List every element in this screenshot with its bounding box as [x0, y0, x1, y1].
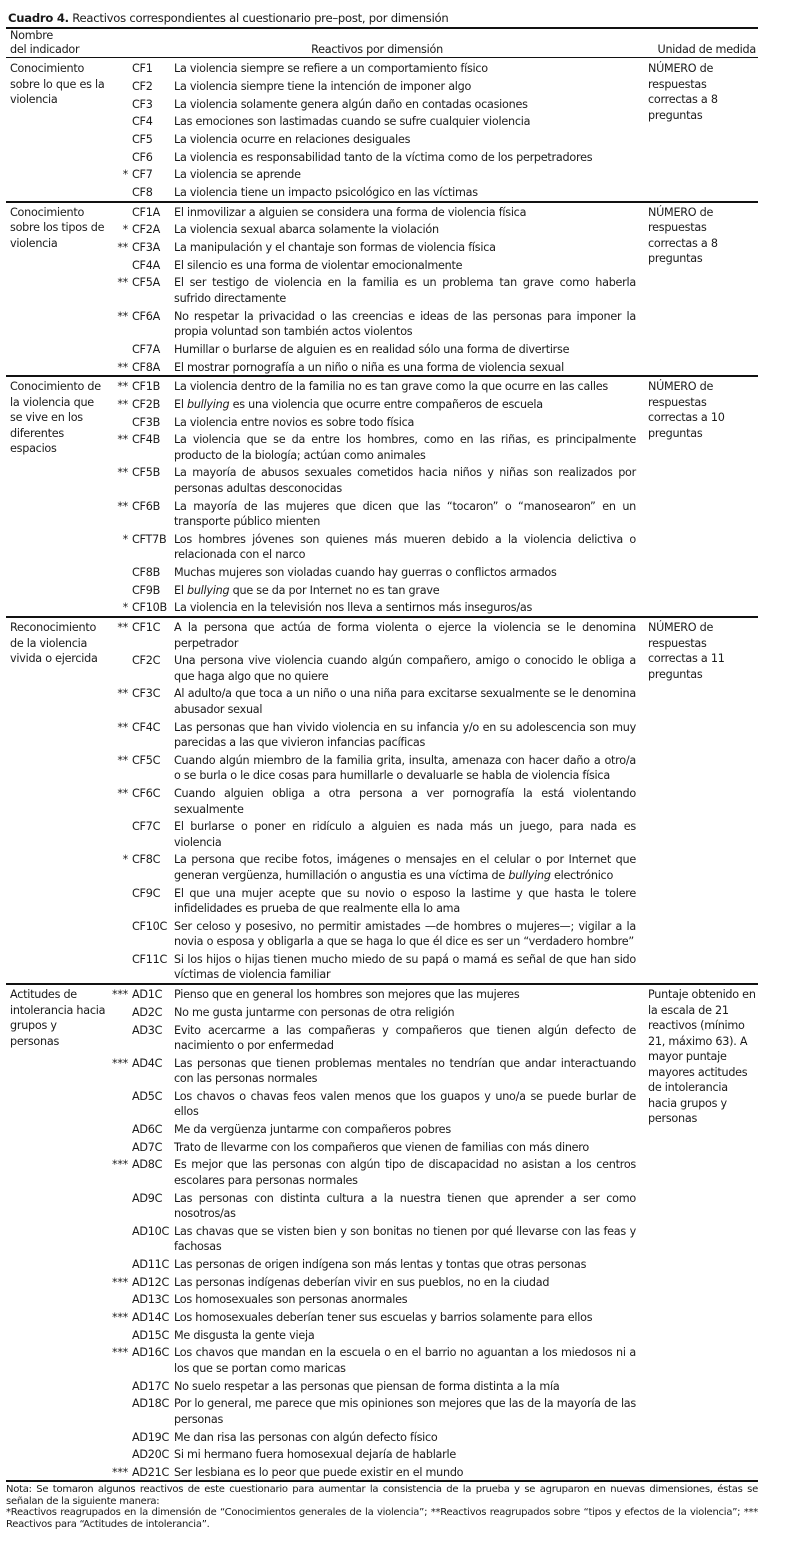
item-text: Cuando algún miembro de la familia grita, insulta, amenaza con hacer daño a otro/a o se burla o le dice cosas para humillarle o devaluarle se habla de violencia física: [174, 753, 636, 783]
indicator-label: Conocimiento sobre los tipos de violencia: [10, 205, 105, 250]
table-row: [6, 238, 758, 256]
note-line-2: *Reactivos reagrupados en la dimensión de “Conocimientos generales de la violencia”; **Reactivos reagrupados sobre “tipos y efectos de la violencia”; *** Reactivos para “Actitudes de intolerancia”.: [6, 1507, 758, 1530]
item-text-emphasis: bullying: [186, 583, 230, 597]
item-code: AD21C: [132, 1465, 170, 1479]
item-code: AD2C: [132, 1005, 163, 1019]
item-text: No suelo respetar a las personas que piensan de forma distinta a la mía: [174, 1379, 560, 1393]
item-text: Las chavas que se visten bien y son bonitas no tienen por qué llevarse con las feas y fachosas: [174, 1224, 636, 1254]
item-text: Pienso que en general los hombres son mejores que las mujeres: [174, 984, 648, 1003]
item-code: CF8: [132, 186, 153, 199]
item-text-pre: El: [174, 583, 187, 597]
items-table: [6, 29, 758, 1480]
indicator-label: Actitudes de intolerancia hacia grupos y personas: [10, 988, 106, 1048]
table-row: [6, 1273, 758, 1291]
regroup-mark: *: [122, 223, 128, 237]
regroup-mark: [106, 563, 130, 581]
item-text: Por lo general, me parece que mis opiniones son mejores que las de la mayoría de las personas: [174, 1397, 636, 1426]
table-row: [6, 202, 758, 221]
item-code: AD7C: [132, 1140, 163, 1154]
indicator-name: [6, 59, 106, 202]
header-items-label: Reactivos por dimensión: [311, 43, 443, 56]
table-row: [6, 883, 758, 916]
item-code: CF4A: [132, 258, 161, 272]
item-text: No respetar la privacidad o las creencias e ideas de las personas para imponer la propia voluntad son también actos violentos: [174, 309, 636, 339]
table-row: [6, 1326, 758, 1344]
unit-label: Puntaje obtenido en la escala de 21 reactivos (mínimo 21, máximo 63). A mayor puntaje mayores actitudes de intolerancia hacia grupos y personas: [648, 988, 756, 1126]
table-row: [6, 617, 758, 651]
regroup-mark: ***: [111, 1275, 128, 1289]
regroup-mark: ***: [111, 1465, 128, 1479]
item-code: CF2A: [132, 223, 161, 237]
regroup-mark: ***: [111, 1158, 128, 1172]
item-code: AD20C: [132, 1448, 170, 1462]
regroup-mark: **: [117, 360, 128, 374]
item-text-post: es una violencia que ocurre entre compañeros de escuela: [229, 397, 543, 411]
item-code: AD12C: [132, 1275, 170, 1289]
item-text: Las personas que tienen problemas mentales no tendrían que andar interactuando con las personas normales: [174, 1056, 636, 1086]
item-text: La mayoría de las mujeres que dicen que las “tocaron” o “manosearon” en un transporte público mienten: [174, 499, 636, 529]
regroup-mark: [106, 256, 130, 274]
regroup-mark: ***: [111, 1056, 128, 1070]
item-text: La manipulación y el chantaje son formas de violencia física: [174, 241, 496, 255]
table-row: [6, 256, 758, 274]
regroup-mark: [106, 94, 130, 112]
item-code: CF4: [132, 115, 153, 129]
regroup-mark: **: [117, 309, 128, 323]
item-code: AD10C: [132, 1224, 170, 1238]
header-indicator: [6, 29, 106, 58]
table-row: [6, 1222, 758, 1255]
note-line-1: Nota: Se tomaron algunos reactivos de este cuestionario para aumentar la consistencia de la prueba y se agruparon en nuevas dimensiones, éstas se señalan de la siguiente manera:: [6, 1484, 758, 1507]
table-row: [6, 1155, 758, 1188]
table-row: [6, 1427, 758, 1445]
regroup-mark: [106, 183, 130, 202]
regroup-mark: **: [117, 433, 128, 447]
item-code: AD14C: [132, 1311, 170, 1325]
item-text: La violencia que se da entre los hombres, como en las riñas, es principalmente producto de la biología; actúan como animales: [174, 433, 636, 462]
item-code: AD11C: [132, 1258, 170, 1271]
table-row: [6, 1087, 758, 1120]
item-code: CF9B: [132, 583, 161, 597]
table-row: [6, 1445, 758, 1463]
regroup-mark: **: [117, 787, 128, 800]
item-code: CF1B: [130, 376, 174, 395]
unit-label: NÚMERO de respuestas correctas a 10 preguntas: [648, 380, 725, 440]
regroup-mark: **: [117, 241, 128, 255]
table-row: [6, 684, 758, 717]
table-row: [6, 917, 758, 950]
item-text: No me gusta juntarme con personas de otra religión: [174, 1005, 455, 1019]
item-code: AD16C: [132, 1346, 170, 1360]
item-code: CF7: [132, 168, 153, 182]
table-row: [6, 1290, 758, 1308]
regroup-mark: [106, 130, 130, 148]
item-code: AD4C: [132, 1056, 163, 1070]
item-code: CF1: [132, 62, 153, 76]
indicator-label: Conocimiento de la violencia que se vive en los diferentes espacios: [10, 380, 101, 456]
item-text-emphasis: bullying: [186, 397, 230, 411]
table-row: [6, 1020, 758, 1053]
table-row: [6, 147, 758, 165]
item-code: CF3C: [132, 687, 161, 701]
item-text: La violencia ocurre en relaciones desiguales: [174, 132, 411, 146]
item-text: Si los hijos o hijas tienen mucho miedo de su papá o mamá es señal de que han sido víctimas de violencia familiar: [174, 952, 636, 982]
regroup-mark: ***: [106, 984, 130, 1003]
item-text: El inmovilizar a alguien se considera una forma de violencia física: [174, 202, 648, 221]
item-code: AD15C: [132, 1328, 170, 1342]
regroup-mark: [106, 1445, 130, 1463]
table-row: [6, 751, 758, 784]
item-code: CF8A: [132, 360, 161, 374]
table-row: [6, 130, 758, 148]
regroup-mark: **: [117, 687, 128, 701]
regroup-mark: [106, 1326, 130, 1344]
item-code: CFT7B: [132, 532, 167, 546]
item-text: Los homosexuales son personas anormales: [174, 1293, 408, 1307]
item-text: El ser testigo de violencia en la familia es un problema tan grave como haberla sufrido directamente: [174, 276, 636, 305]
regroup-mark: [106, 340, 130, 358]
item-text-post: que se da por Internet no es tan grave: [229, 583, 440, 597]
table-row: [6, 306, 758, 339]
item-code: AD9C: [132, 1191, 163, 1205]
regroup-mark: [106, 817, 130, 850]
table-row: [6, 357, 758, 376]
item-text: Los chavos que mandan en la escuela o en el barrio no aguantan a los miedosos ni a los que se portan como maricas: [174, 1346, 636, 1375]
item-code: CF8C: [132, 853, 161, 867]
table-row: [6, 59, 758, 77]
table-row: [6, 563, 758, 581]
item-text: El mostrar pornografía a un niño o niña es una forma de violencia sexual: [174, 360, 564, 374]
regroup-mark: [106, 651, 130, 684]
item-text: Las emociones son lastimadas cuando se sufre cualquier violencia: [174, 115, 531, 129]
regroup-mark: [106, 1222, 130, 1255]
item-text: La violencia solamente genera algún daño en contadas ocasiones: [174, 97, 528, 111]
table-title: Reactivos correspondientes al cuestionario pre–post, por dimensión: [68, 11, 449, 25]
table-row: [6, 651, 758, 684]
regroup-mark: [106, 1188, 130, 1221]
item-code: AD13C: [132, 1293, 170, 1307]
table-row: [6, 430, 758, 463]
regroup-mark: [106, 1394, 130, 1427]
item-text: La violencia siempre se refiere a un comportamiento físico: [174, 62, 488, 76]
table-row: [6, 220, 758, 238]
table-row: [6, 1138, 758, 1156]
regroup-mark: [106, 147, 130, 165]
regroup-mark: [106, 202, 130, 221]
item-code: CF5: [132, 132, 153, 146]
unit-label: NÚMERO de respuestas correctas a 8 preguntas: [648, 205, 718, 266]
item-text: Muchas mujeres son violadas cuando hay guerras o conflictos armados: [174, 566, 557, 579]
unit-of-measure: [648, 202, 758, 377]
item-code: AD17C: [132, 1379, 170, 1393]
table-row: [6, 395, 758, 413]
bottom-rule: [6, 1480, 758, 1482]
item-code: CF3: [132, 97, 153, 111]
regroup-mark: [106, 1290, 130, 1308]
item-text: Las personas que han vivido violencia en su infancia y/o en su adolescencia son muy parecidas a las que vivieron infancias pacíficas: [174, 720, 636, 750]
regroup-mark: [106, 581, 130, 599]
item-code: CF2C: [132, 654, 161, 668]
table-row: [6, 817, 758, 850]
item-text: Me disgusta la gente vieja: [174, 1328, 315, 1342]
table-row: [6, 530, 758, 563]
item-code: AD6C: [132, 1123, 163, 1137]
item-code: CF10C: [132, 919, 168, 933]
regroup-mark: [106, 412, 130, 430]
item-text: La mayoría de abusos sexuales cometidos hacia niños y niñas son realizados por personas adultas desconocidas: [174, 466, 636, 495]
unit-of-measure: [648, 984, 758, 1480]
item-text: Los hombres jóvenes son quienes más mueren debido a la violencia delictiva o relacionada con el narco: [174, 532, 636, 562]
item-text: Las personas indígenas deberían vivir en sus pueblos, no en la ciudad: [174, 1275, 550, 1289]
item-text: [174, 581, 648, 599]
item-text: La violencia tiene un impacto psicológico en las víctimas: [174, 186, 478, 199]
item-text: El burlarse o poner en ridículo a alguien es nada más un juego, para nada es violencia: [174, 820, 636, 849]
table-label: Cuadro 4.: [8, 11, 69, 25]
item-text: La violencia se aprende: [174, 168, 301, 182]
item-code: CF5C: [132, 753, 161, 767]
regroup-mark: [106, 1138, 130, 1156]
item-code: CF4C: [132, 720, 161, 734]
item-text: Trato de llevarme con los compañeros que vienen de familias con más dinero: [174, 1140, 589, 1154]
table-row: [6, 1255, 758, 1273]
item-text: La violencia dentro de la familia no es tan grave como la que ocurre en las calles: [174, 376, 648, 395]
item-text: Es mejor que las personas con algún tipo de discapacidad no asistan a los centros escolares para personas normales: [174, 1158, 636, 1187]
table-row: [6, 984, 758, 1003]
indicator-name: [6, 984, 106, 1480]
table-row: [6, 1188, 758, 1221]
indicator-name: [6, 202, 106, 377]
item-text-emphasis: bullying: [508, 868, 551, 882]
table-row: [6, 112, 758, 130]
header-indicator-line2: del indicador: [10, 43, 80, 56]
regroup-mark: [106, 1427, 130, 1445]
table-row: [6, 463, 758, 496]
item-code: CF11C: [132, 952, 168, 966]
indicator-name: [6, 617, 106, 984]
item-text: Si mi hermano fuera homosexual dejaría de hablarle: [174, 1448, 457, 1462]
header-unit-label: Unidad de medida: [657, 43, 756, 56]
item-code: AD19C: [132, 1430, 170, 1444]
item-text: Humillar o burlarse de alguien es en realidad sólo una forma de divertirse: [174, 342, 570, 356]
item-text-post: electrónico: [550, 868, 614, 882]
item-text: Me da vergüenza juntarme con compañeros pobres: [174, 1123, 451, 1137]
table-row: [6, 950, 758, 984]
item-code: AD5C: [132, 1089, 163, 1103]
table-row: [6, 598, 758, 617]
item-text: Las personas con distinta cultura a la nuestra tienen que aprender a ser como nosotros/as: [174, 1191, 636, 1221]
unit-label: NÚMERO de respuestas correctas a 8 preguntas: [648, 62, 718, 122]
item-code: CF9C: [132, 886, 161, 900]
item-code: CF3B: [132, 415, 161, 429]
item-text: La violencia siempre tiene la intención de imponer algo: [174, 79, 472, 93]
item-code: CF5B: [132, 466, 161, 480]
table-row: [6, 1376, 758, 1394]
header-indicator-line1: Nombre: [10, 29, 53, 42]
unit-of-measure: [648, 59, 758, 202]
item-code: CF6A: [132, 309, 161, 323]
table-row: [6, 496, 758, 529]
table-row: [6, 340, 758, 358]
regroup-mark: **: [117, 276, 128, 290]
item-text-pre: El: [174, 397, 187, 411]
regroup-mark: [106, 1087, 130, 1120]
regroup-mark: *: [122, 168, 128, 182]
table-row: [6, 1463, 758, 1481]
item-code: AD1C: [130, 984, 174, 1003]
indicator-name: [6, 376, 106, 617]
table-row: [6, 717, 758, 750]
item-code: CF7C: [132, 820, 161, 834]
item-code: AD8C: [132, 1158, 163, 1172]
item-code: CF6B: [132, 499, 161, 513]
regroup-mark: [106, 1020, 130, 1053]
regroup-mark: [106, 1255, 130, 1273]
table-header-row: [6, 29, 758, 58]
regroup-mark: **: [117, 499, 128, 513]
item-code: CF8B: [132, 566, 161, 579]
table-row: [6, 273, 758, 306]
item-text: Al adulto/a que toca a un niño o una niña para excitarse sexualmente se le denomina abusador sexual: [174, 687, 636, 716]
item-text: Ser celoso y posesivo, no permitir amistades —de hombres o mujeres—; vigilar a la novia o esposa y obligarla a que se haga lo que él dice es ser un “verdadero hombre”: [174, 919, 636, 949]
item-code: CF4B: [132, 433, 161, 447]
item-text: Cuando alguien obliga a otra persona a ver pornografía la está violentando sexualmente: [174, 787, 636, 816]
regroup-mark: [106, 883, 130, 916]
table-note: [6, 1484, 758, 1530]
item-text: La violencia entre novios es sobre todo física: [174, 415, 415, 429]
unit-of-measure: [648, 376, 758, 617]
regroup-mark: [106, 917, 130, 950]
regroup-mark: [106, 950, 130, 984]
table-row: [6, 784, 758, 817]
item-text: Las personas de origen indígena son más lentas y tontas que otras personas: [174, 1258, 587, 1271]
item-text: [174, 395, 648, 413]
regroup-mark: [106, 77, 130, 95]
regroup-mark: **: [106, 376, 130, 395]
unit-of-measure: [648, 617, 758, 984]
item-text: Los chavos o chavas feos valen menos que los guapos y uno/a se puede burlar de ellos: [174, 1089, 636, 1119]
indicator-label: Reconocimiento de la violencia vivida o ejercida: [10, 621, 98, 666]
table-row: [6, 165, 758, 183]
item-code: CF1A: [130, 202, 174, 221]
item-text: Ser lesbiana es lo peor que puede existir en el mundo: [174, 1465, 464, 1479]
regroup-mark: **: [117, 720, 128, 734]
indicator-label: Conocimiento sobre lo que es la violencia: [10, 62, 105, 107]
item-code: AD18C: [132, 1397, 170, 1411]
item-code: CF10B: [132, 601, 167, 615]
item-code: CF1C: [130, 617, 174, 651]
regroup-mark: [106, 1120, 130, 1138]
table-row: [6, 1054, 758, 1087]
table-row: [6, 1394, 758, 1427]
regroup-mark: [106, 59, 130, 77]
table-row: [6, 77, 758, 95]
regroup-mark: **: [117, 397, 128, 411]
item-text: El que una mujer acepte que su novio o esposo la lastime y que hasta le tolere infidelidades es prueba de que realmente ella lo ama: [174, 886, 636, 916]
table-body: [6, 59, 758, 1480]
unit-label: NÚMERO de respuestas correctas a 11 preguntas: [648, 621, 725, 681]
header-unit: [648, 29, 758, 58]
item-text: Una persona vive violencia cuando algún compañero, amigo o conocido le obliga a que haga algo que no quiere: [174, 654, 636, 683]
item-text: Me dan risa las personas con algún defecto físico: [174, 1430, 438, 1444]
table-row: [6, 412, 758, 430]
table-row: [6, 183, 758, 202]
regroup-mark: [106, 1003, 130, 1021]
table-caption: [8, 11, 786, 25]
table-row: [6, 94, 758, 112]
item-code: CF3A: [132, 241, 161, 255]
regroup-mark: *: [122, 853, 128, 867]
regroup-mark: **: [117, 466, 128, 480]
item-text: Evito acercarme a las compañeras y compañeros que tienen algún defecto de nacimiento o por enfermedad: [174, 1023, 636, 1052]
item-text: Los homosexuales deberían tener sus escuelas y barrios solamente para ellos: [174, 1311, 593, 1325]
item-text: El silencio es una forma de violentar emocionalmente: [174, 258, 463, 272]
item-code: CF6C: [132, 787, 161, 800]
item-code: AD3C: [132, 1023, 163, 1037]
header-items: [106, 29, 648, 58]
item-text: La violencia es responsabilidad tanto de la víctima como de los perpetradores: [174, 150, 593, 164]
item-text: A la persona que actúa de forma violenta o ejerce la violencia se le denomina perpetrador: [174, 617, 648, 651]
table-row: [6, 581, 758, 599]
table-row: [6, 1120, 758, 1138]
regroup-mark: ***: [111, 1346, 128, 1360]
item-code: CF5A: [132, 276, 161, 290]
regroup-mark: *: [122, 532, 128, 546]
regroup-mark: [106, 112, 130, 130]
regroup-mark: *: [122, 601, 128, 615]
regroup-mark: **: [106, 617, 130, 651]
table-row: [6, 1343, 758, 1376]
item-code: CF2: [132, 79, 153, 93]
item-code: CF7A: [132, 342, 161, 356]
table-row: [6, 376, 758, 395]
regroup-mark: ***: [111, 1311, 128, 1325]
item-code: CF2B: [132, 397, 161, 411]
item-code: CF6: [132, 150, 153, 164]
table-row: [6, 1308, 758, 1326]
table-row: [6, 850, 758, 883]
item-text: La violencia en la televisión nos lleva a sentirnos más inseguros/as: [174, 601, 533, 615]
regroup-mark: **: [117, 753, 128, 767]
item-text-pre: La persona que recibe fotos, imágenes o mensajes en el celular o por Internet que generan vergüenza, humillación o angustia es una víctima de: [174, 853, 636, 882]
item-text: La violencia sexual abarca solamente la violación: [174, 223, 439, 237]
regroup-mark: [106, 1376, 130, 1394]
table-row: [6, 1003, 758, 1021]
item-text: [174, 850, 648, 883]
